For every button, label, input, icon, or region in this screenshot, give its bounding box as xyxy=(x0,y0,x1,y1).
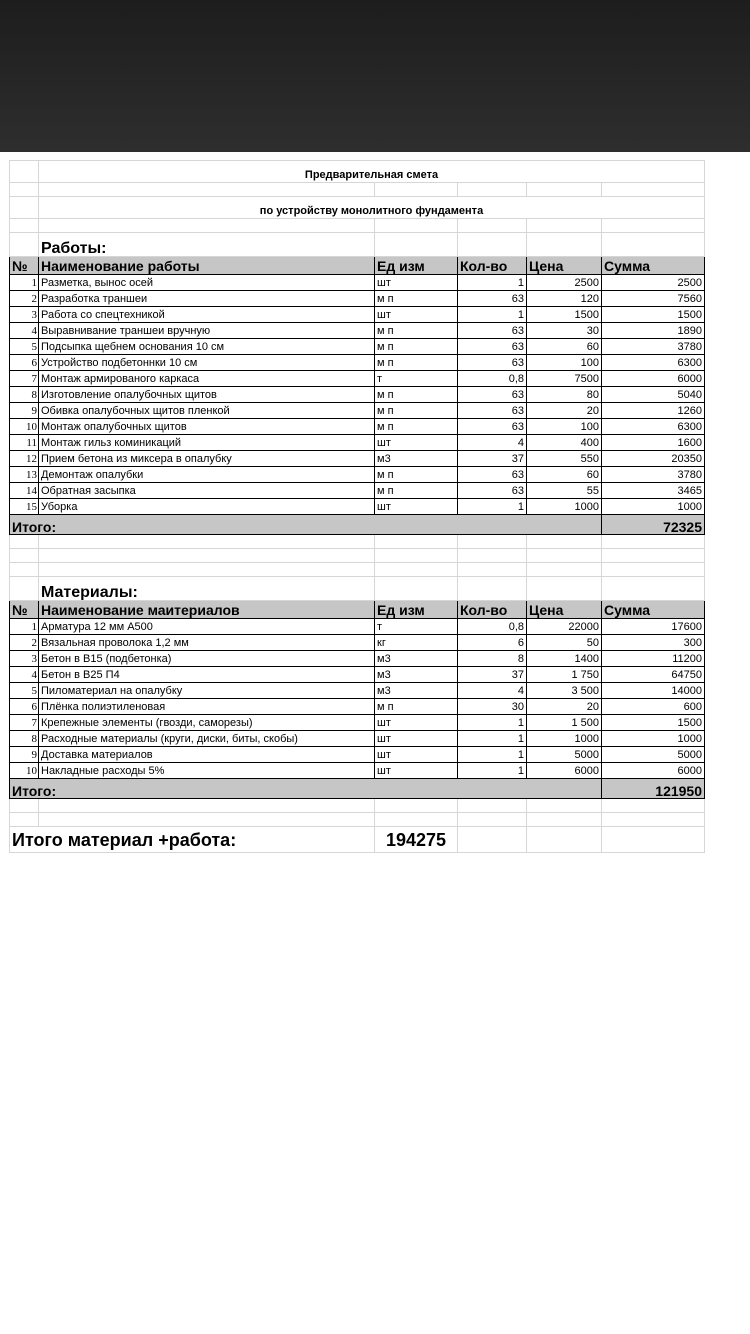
row-price: 22000 xyxy=(527,619,602,635)
row-number: 13 xyxy=(10,467,39,483)
row-sum: 14000 xyxy=(602,683,705,699)
row-sum: 6000 xyxy=(602,763,705,779)
row-unit: м п xyxy=(375,323,458,339)
row-unit: шт xyxy=(375,275,458,291)
row-qty: 1 xyxy=(458,763,527,779)
row-sum: 17600 xyxy=(602,619,705,635)
table-row xyxy=(10,371,705,387)
row-unit: шт xyxy=(375,763,458,779)
row-number: 1 xyxy=(10,619,39,635)
row-sum: 6300 xyxy=(602,355,705,371)
row-number: 7 xyxy=(10,715,39,731)
row-name: Разработка траншеи xyxy=(39,291,375,307)
table-row xyxy=(10,667,705,683)
row-number: 7 xyxy=(10,371,39,387)
table-row xyxy=(10,635,705,651)
row-name: Крепежные элементы (гвозди, саморезы) xyxy=(39,715,375,731)
row-price: 55 xyxy=(527,483,602,499)
table-row xyxy=(10,355,705,371)
row-qty: 1 xyxy=(458,715,527,731)
materials-header-row xyxy=(10,601,705,619)
table-row xyxy=(10,451,705,467)
works-header-row xyxy=(10,257,705,275)
row-unit: м п xyxy=(375,339,458,355)
row-sum: 3465 xyxy=(602,483,705,499)
row-unit: м п xyxy=(375,483,458,499)
row-price: 20 xyxy=(527,699,602,715)
row-unit: шт xyxy=(375,435,458,451)
row-name: Подсыпка щебнем основания 10 см xyxy=(39,339,375,355)
row-unit: м п xyxy=(375,403,458,419)
row-price: 100 xyxy=(527,419,602,435)
estimate-sheet xyxy=(9,160,705,853)
table-row xyxy=(10,387,705,403)
row-name: Работа со спецтехникой xyxy=(39,307,375,323)
row-number: 5 xyxy=(10,339,39,355)
row-name: Монтаж гильз коминикаций xyxy=(39,435,375,451)
row-name: Изготовление опалубочных щитов xyxy=(39,387,375,403)
top-dark-bar xyxy=(0,0,750,152)
table-row xyxy=(10,275,705,291)
row-qty: 30 xyxy=(458,699,527,715)
table-row xyxy=(10,651,705,667)
row-sum: 1890 xyxy=(602,323,705,339)
row-sum: 11200 xyxy=(602,651,705,667)
row-name: Плёнка полиэтиленовая xyxy=(39,699,375,715)
grand-total-value: 194275 xyxy=(375,827,458,853)
row-sum: 300 xyxy=(602,635,705,651)
materials-total-value: 121950 xyxy=(602,779,705,799)
row-qty: 8 xyxy=(458,651,527,667)
row-number: 6 xyxy=(10,355,39,371)
row-number: 4 xyxy=(10,323,39,339)
row-sum: 7560 xyxy=(602,291,705,307)
row-qty: 63 xyxy=(458,419,527,435)
row-unit: т xyxy=(375,619,458,635)
row-price: 100 xyxy=(527,355,602,371)
row-price: 1400 xyxy=(527,651,602,667)
row-number: 15 xyxy=(10,499,39,515)
table-row xyxy=(10,339,705,355)
row-price: 2500 xyxy=(527,275,602,291)
row-qty: 4 xyxy=(458,683,527,699)
row-qty: 0,8 xyxy=(458,371,527,387)
row-sum: 5040 xyxy=(602,387,705,403)
row-name: Доставка материалов xyxy=(39,747,375,763)
row-sum: 1000 xyxy=(602,731,705,747)
row-unit: шт xyxy=(375,715,458,731)
table-row xyxy=(10,499,705,515)
row-price: 20 xyxy=(527,403,602,419)
row-name: Прием бетона из миксера в опалубку xyxy=(39,451,375,467)
document-title: Предварительная смета xyxy=(39,161,705,183)
row-qty: 63 xyxy=(458,467,527,483)
row-number: 1 xyxy=(10,275,39,291)
materials-total-label: Итого: xyxy=(10,779,602,799)
document-subtitle: по устройству монолитного фундамента xyxy=(39,197,705,219)
row-sum: 3780 xyxy=(602,467,705,483)
table-row xyxy=(10,619,705,635)
row-price: 80 xyxy=(527,387,602,403)
row-name: Вязальная проволока 1,2 мм xyxy=(39,635,375,651)
row-unit: м3 xyxy=(375,667,458,683)
table-row xyxy=(10,435,705,451)
row-name: Монтаж опалубочных щитов xyxy=(39,419,375,435)
row-sum: 64750 xyxy=(602,667,705,683)
row-unit: шт xyxy=(375,307,458,323)
row-name: Пиломатериал на опалубку xyxy=(39,683,375,699)
row-price: 1500 xyxy=(527,307,602,323)
materials-header-sum: Сумма xyxy=(602,601,705,619)
row-number: 12 xyxy=(10,451,39,467)
row-price: 550 xyxy=(527,451,602,467)
row-unit: кг xyxy=(375,635,458,651)
row-sum: 600 xyxy=(602,699,705,715)
row-unit: т xyxy=(375,371,458,387)
row-unit: м3 xyxy=(375,683,458,699)
row-unit: м3 xyxy=(375,651,458,667)
materials-header-price: Цена xyxy=(527,601,602,619)
row-unit: шт xyxy=(375,731,458,747)
materials-header-qty: Кол-во xyxy=(458,601,527,619)
works-header-price: Цена xyxy=(527,257,602,275)
row-qty: 37 xyxy=(458,667,527,683)
row-name: Накладные расходы 5% xyxy=(39,763,375,779)
row-price: 7500 xyxy=(527,371,602,387)
row-unit: м п xyxy=(375,699,458,715)
row-price: 1000 xyxy=(527,731,602,747)
table-row xyxy=(10,291,705,307)
materials-header-num: № xyxy=(10,601,39,619)
row-sum: 1500 xyxy=(602,307,705,323)
row-number: 14 xyxy=(10,483,39,499)
row-sum: 6300 xyxy=(602,419,705,435)
row-qty: 1 xyxy=(458,307,527,323)
row-qty: 63 xyxy=(458,403,527,419)
row-number: 11 xyxy=(10,435,39,451)
table-row xyxy=(10,403,705,419)
materials-header-name: Наименование маитериалов xyxy=(39,601,375,619)
row-name: Уборка xyxy=(39,499,375,515)
table-row xyxy=(10,763,705,779)
works-header-num: № xyxy=(10,257,39,275)
row-number: 4 xyxy=(10,667,39,683)
row-qty: 63 xyxy=(458,483,527,499)
row-qty: 37 xyxy=(458,451,527,467)
row-name: Демонтаж опалубки xyxy=(39,467,375,483)
row-price: 1000 xyxy=(527,499,602,515)
row-unit: м п xyxy=(375,467,458,483)
table-row xyxy=(10,731,705,747)
row-qty: 4 xyxy=(458,435,527,451)
row-name: Выравнивание траншеи вручную xyxy=(39,323,375,339)
materials-header-unit: Ед изм xyxy=(375,601,458,619)
row-name: Обратная засыпка xyxy=(39,483,375,499)
row-sum: 20350 xyxy=(602,451,705,467)
works-total-row xyxy=(10,515,705,535)
works-header-unit: Ед изм xyxy=(375,257,458,275)
table-row xyxy=(10,323,705,339)
materials-total-row xyxy=(10,779,705,799)
row-unit: м п xyxy=(375,387,458,403)
row-number: 3 xyxy=(10,651,39,667)
works-header-sum: Сумма xyxy=(602,257,705,275)
row-price: 60 xyxy=(527,467,602,483)
row-price: 400 xyxy=(527,435,602,451)
row-price: 6000 xyxy=(527,763,602,779)
row-number: 2 xyxy=(10,635,39,651)
row-price: 5000 xyxy=(527,747,602,763)
row-name: Бетон в В25 П4 xyxy=(39,667,375,683)
table-row xyxy=(10,419,705,435)
row-price: 120 xyxy=(527,291,602,307)
row-name: Арматура 12 мм А500 xyxy=(39,619,375,635)
table-row xyxy=(10,683,705,699)
row-qty: 1 xyxy=(458,731,527,747)
row-number: 10 xyxy=(10,763,39,779)
row-number: 8 xyxy=(10,731,39,747)
row-sum: 2500 xyxy=(602,275,705,291)
row-unit: м3 xyxy=(375,451,458,467)
row-sum: 6000 xyxy=(602,371,705,387)
row-number: 2 xyxy=(10,291,39,307)
grand-total-label: Итого материал +работа: xyxy=(10,827,375,853)
row-name: Монтаж армированого каркаса xyxy=(39,371,375,387)
row-qty: 1 xyxy=(458,747,527,763)
works-header-name: Наименование работы xyxy=(39,257,375,275)
row-name: Расходные материалы (круги, диски, биты, скобы) xyxy=(39,731,375,747)
table-row xyxy=(10,747,705,763)
row-sum: 5000 xyxy=(602,747,705,763)
row-qty: 63 xyxy=(458,291,527,307)
row-unit: м п xyxy=(375,419,458,435)
row-sum: 1600 xyxy=(602,435,705,451)
row-number: 10 xyxy=(10,419,39,435)
row-number: 8 xyxy=(10,387,39,403)
row-qty: 63 xyxy=(458,339,527,355)
row-qty: 6 xyxy=(458,635,527,651)
works-total-label: Итого: xyxy=(10,515,602,535)
row-name: Разметка, вынос осей xyxy=(39,275,375,291)
table-row xyxy=(10,699,705,715)
table-row xyxy=(10,307,705,323)
row-sum: 1000 xyxy=(602,499,705,515)
row-number: 5 xyxy=(10,683,39,699)
row-number: 6 xyxy=(10,699,39,715)
row-unit: шт xyxy=(375,747,458,763)
row-qty: 63 xyxy=(458,387,527,403)
row-sum: 3780 xyxy=(602,339,705,355)
row-sum: 1260 xyxy=(602,403,705,419)
row-number: 9 xyxy=(10,403,39,419)
row-unit: м п xyxy=(375,291,458,307)
row-price: 3 500 xyxy=(527,683,602,699)
row-number: 9 xyxy=(10,747,39,763)
row-qty: 63 xyxy=(458,355,527,371)
row-name: Устройство подбетоннки 10 см xyxy=(39,355,375,371)
grand-total-row xyxy=(10,827,705,853)
works-header-qty: Кол-во xyxy=(458,257,527,275)
row-price: 1 500 xyxy=(527,715,602,731)
row-unit: шт xyxy=(375,499,458,515)
row-number: 3 xyxy=(10,307,39,323)
materials-section-label: Материалы: xyxy=(39,577,375,601)
row-price: 50 xyxy=(527,635,602,651)
table-row xyxy=(10,467,705,483)
row-qty: 1 xyxy=(458,275,527,291)
table-row xyxy=(10,715,705,731)
row-price: 1 750 xyxy=(527,667,602,683)
row-price: 60 xyxy=(527,339,602,355)
row-name: Бетон в В15 (подбетонка) xyxy=(39,651,375,667)
table-row xyxy=(10,483,705,499)
row-qty: 1 xyxy=(458,499,527,515)
works-section-label: Работы: xyxy=(39,233,375,257)
works-total-value: 72325 xyxy=(602,515,705,535)
row-price: 30 xyxy=(527,323,602,339)
row-name: Обивка опалубочных щитов пленкой xyxy=(39,403,375,419)
row-sum: 1500 xyxy=(602,715,705,731)
row-qty: 0,8 xyxy=(458,619,527,635)
row-unit: м п xyxy=(375,355,458,371)
row-qty: 63 xyxy=(458,323,527,339)
